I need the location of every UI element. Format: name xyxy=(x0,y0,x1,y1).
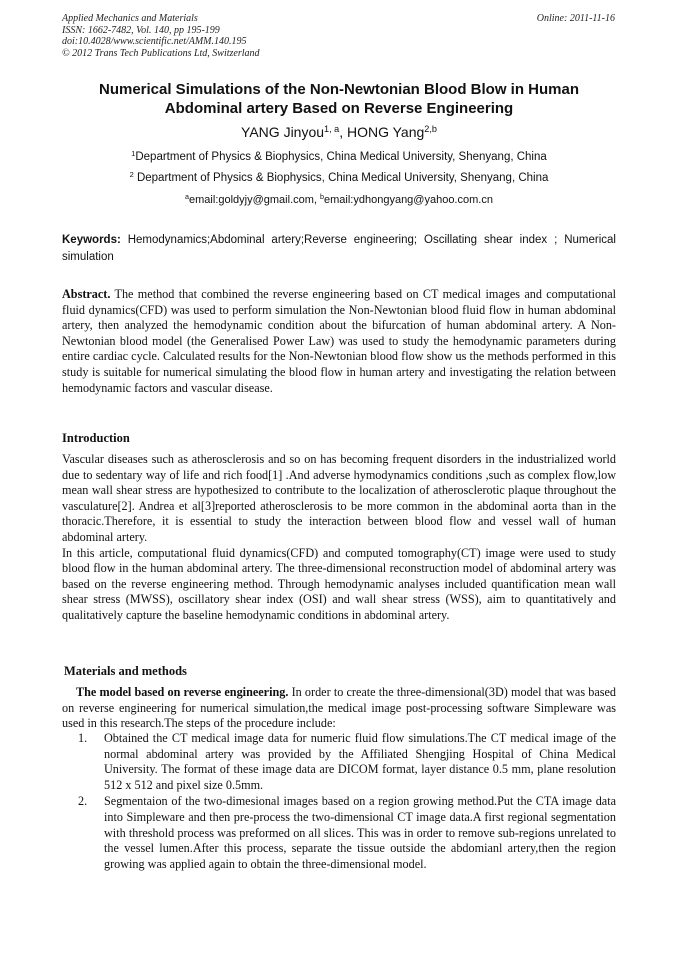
methods-heading: Materials and methods xyxy=(64,664,187,678)
copyright-line: © 2012 Trans Tech Publications Ltd, Switzerland xyxy=(62,47,260,59)
journal-header xyxy=(62,13,260,59)
affiliation-2-sup: 2 xyxy=(129,169,134,179)
email-a: email:goldyjy@gmail.com, xyxy=(189,194,321,206)
abstract-text: The method that combined the reverse engineering based on CT medical images and computational fluid dynamics(CFD) was used to perform simulation the Non-Newtonian blood fluid flow in human abdominal artery, then analyzed the hemodynamic condition about the bifurcation of human abdominal artery. A Non-Newtonian blood model (the Generalised Power Law) was used to study the hemodynamic parameters during entire cardiac cycle. Calculated results for the Non-Newtonian blood flow show us the methods performed in this study is suitable for numerical simulating the blood flow in human artery and investigating the relation between hemodynamic factors and vascular disease. xyxy=(62,287,616,395)
step-number: 1. xyxy=(78,731,88,745)
introduction-body xyxy=(62,452,616,624)
keywords-text: Hemodynamics;Abdominal artery;Reverse engineering; Oscillating shear index ; Numerical simulation xyxy=(62,234,616,263)
author-1-sup: 1, a xyxy=(324,124,340,134)
author-1: YANG Jinyou xyxy=(241,124,325,140)
introduction-paragraph-1: Vascular diseases such as atherosclerosis and so on has becoming frequent disorders in the industrialized world due to sedentary way of life and rich food[1] .And adverse hymodynamics conditions ,such as complex flow,low mean wall shear stress are hypothesized to contribute to the localization of atherosclerotic plaque throughout the vasculature[2]. Andrea et al[3]reported atherosclerosis to be more common in the abdominal aorta than in the thoracic.Therefore, it is essential to study the interaction between blood flow and vessel wall of human abdominal artery. xyxy=(62,452,616,544)
introduction-heading: Introduction xyxy=(62,431,130,445)
affiliation-1 xyxy=(62,150,616,164)
abstract xyxy=(62,287,616,396)
affiliation-1-sup: 1 xyxy=(131,148,136,158)
doi-line: doi:10.4028/www.scientific.net/AMM.140.195 xyxy=(62,36,247,47)
abstract-label: Abstract. xyxy=(62,287,111,301)
email-b: email:ydhongyang@yahoo.com.cn xyxy=(324,194,493,206)
step-text: Segmentaion of the two-dimesional images based on a region growing method.Put the CTA image data into Simpleware and then pre-process the two-dimensional CT image data.A first regional segmentation with threshold process was preformed on all slices. This was in order to remove sub-regions unrelated to the vessel lumen.After this process, separate the tissue outside the abdomianl artery,then the region growing was applied again to obtain the three-dimensional model. xyxy=(104,794,616,871)
journal-name: Applied Mechanics and Materials xyxy=(62,13,198,24)
email-a-sup: a xyxy=(185,193,190,202)
email-b-sup: b xyxy=(320,193,325,202)
affiliation-2-text: Department of Physics & Biophysics, China Medical University, Shenyang, China xyxy=(133,172,549,184)
methods-intro-text: In order to create the three-dimensional(3D) model that was based on reverse engineering for numerical simulation,the medical image post-processing software Simpleware was used in this research.The steps of the procedure include: xyxy=(62,685,617,731)
list-item xyxy=(62,731,616,793)
methods-subheading: The model based on reverse engineering. xyxy=(76,685,289,699)
methods-intro xyxy=(62,685,616,732)
keywords xyxy=(62,232,616,266)
step-text: Obtained the CT medical image data for numeric fluid flow simulations.The CT medical image of the normal abdominal artery was provided by the Affiliated Shengjing Hospital of China Medical University. The format of these image data are DICOM format, layer distance 0.5 mm, plane resolution 512 x 512 and pixel size 0.5mm. xyxy=(104,731,616,792)
author-line xyxy=(62,123,616,141)
issn-line: ISSN: 1662-7482, Vol. 140, pp 195-199 xyxy=(62,24,220,36)
keywords-label: Keywords: xyxy=(62,234,121,246)
step-number: 2. xyxy=(78,794,88,809)
list-item xyxy=(62,794,616,872)
online-date: Online: 2011-11-16 xyxy=(536,13,615,24)
affiliation-1-text: Department of Physics & Biophysics, China Medical University, Shenyang, China xyxy=(135,151,547,163)
introduction-paragraph-2: In this article, computational fluid dynamics(CFD) and computed tomography(CT) image were used to study blood flow in the human abdominal artery. The three-dimensional reconstruction model of abdominal artery was based on the reverse engineering method. Through hemodynamic analyses included quantification mean wall shear stress (MWSS), oscillatory shear index (OSI) and wall shear stress (WSS), aim to quantitatively and qualitatively capture the baseline hemodynamic conditions in abdominal artery. xyxy=(62,545,616,622)
author-separator: , xyxy=(339,124,347,140)
email-line xyxy=(62,193,616,207)
procedure-steps xyxy=(62,731,616,873)
author-2-sup: 2,b xyxy=(424,124,437,134)
affiliation-2 xyxy=(62,171,616,185)
author-2: HONG Yang xyxy=(347,124,425,140)
paper-title: Numerical Simulations of the Non-Newtonian Blood Blow in Human Abdominal artery Based on Reverse Engineering xyxy=(98,81,579,117)
